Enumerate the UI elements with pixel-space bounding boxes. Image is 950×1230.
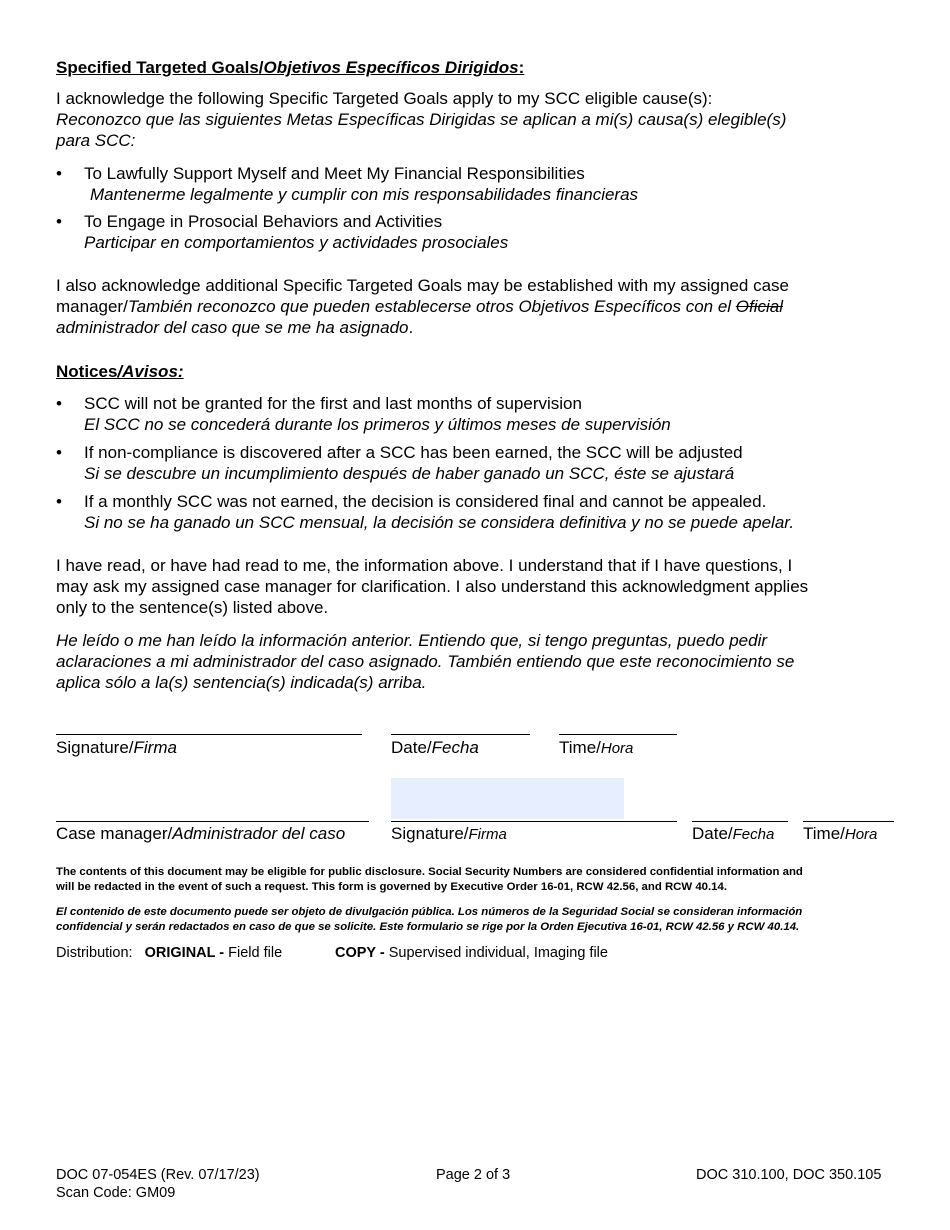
- goals-additional-line2-es: También reconozco que pueden establecerse otros Objetivos Específicos con el: [127, 297, 736, 316]
- goals-additional-line1: I also acknowledge additional Specific Targeted Goals may be established with my assigned case: [56, 276, 789, 295]
- footer-page: Page 2 of 3: [436, 1167, 511, 1183]
- case-manager-signature-field[interactable]: [391, 778, 624, 819]
- goals-ack-es-line2: para SCC:: [56, 131, 136, 150]
- notice-item-en: • SCC will not be granted for the first and last months of supervision: [84, 394, 582, 413]
- notice-item: [56, 491, 906, 533]
- time-label: [559, 737, 633, 759]
- case-manager-signature-label-es: Firma: [468, 826, 507, 843]
- goal-item-en: • To Lawfully Support Myself and Meet My Financial Responsibilities: [84, 164, 585, 183]
- case-manager-time-line[interactable]: [803, 821, 894, 822]
- case-manager-date-label-es: Fecha: [732, 826, 775, 843]
- case-manager-date-label-en: Date/: [692, 824, 733, 843]
- date-label-es: Fecha: [431, 738, 479, 757]
- goals-heading-sep: /: [258, 58, 264, 77]
- case-manager-time-label: [803, 823, 877, 845]
- case-manager-label: [56, 823, 345, 844]
- statement-es-line3: aplica sólo a la(s) sentencia(s) indicada(s) arriba.: [56, 673, 427, 692]
- case-manager-signature-line[interactable]: [391, 821, 677, 822]
- date-label-en: Date/: [391, 738, 432, 757]
- goals-additional-strike: Oficial: [735, 297, 784, 316]
- notice-item: [56, 393, 906, 435]
- goals-list: [56, 163, 896, 253]
- goals-heading-en: Specified Targeted Goals: [56, 58, 259, 77]
- goals-ack-es-line1: Reconozco que las siguientes Metas Específicas Dirigidas se aplican a mi(s) causa(s) elegible(s): [56, 110, 787, 129]
- goal-item-en: • To Engage in Prosocial Behaviors and Activities: [84, 212, 443, 231]
- case-manager-date-line[interactable]: [692, 821, 788, 822]
- case-manager-signature-label: [391, 823, 507, 845]
- notice-item-es: El SCC no se concederá durante los primeros y últimos meses de supervisión: [84, 415, 671, 434]
- statement-en-line2: may ask my assigned case manager for clarification. I also understand this acknowledgment applies: [56, 577, 809, 596]
- signature-label-en: Signature/: [56, 738, 134, 757]
- date-line[interactable]: [391, 734, 530, 735]
- distribution-original-label: ORIGINAL -: [144, 945, 225, 961]
- distribution-original-value: Field file: [228, 945, 283, 961]
- statement-es-line1: He leído o me han leído la información anterior. Entiendo que, si tengo preguntas, puedo pedir: [56, 631, 768, 650]
- goals-additional-line3-end: .: [408, 318, 414, 337]
- goal-item: [56, 211, 896, 253]
- disclosure-es-line1: El contenido de este documento puede ser objeto de divulgación pública. Los números de la Seguridad Social se consideran información: [56, 906, 803, 918]
- statement-en-line1: I have read, or have had read to me, the information above. I understand that if I have questions, I: [56, 556, 793, 575]
- disclosure-en-line1: The contents of this document may be eligible for public disclosure. Social Security Numbers are considered confidential information and: [56, 866, 803, 878]
- notice-item-es: Si no se ha ganado un SCC mensual, la decisión se considera definitiva y no se puede apelar.: [84, 513, 795, 532]
- statement-en-line3: only to the sentence(s) listed above.: [56, 598, 329, 617]
- footer-scan-code: Scan Code: GM09: [56, 1185, 176, 1201]
- signature-label-es: Firma: [133, 738, 177, 757]
- footer-form-id: DOC 07-054ES (Rev. 07/17/23): [56, 1167, 260, 1183]
- distribution-copy: [335, 944, 608, 962]
- signature-line[interactable]: [56, 734, 362, 735]
- goals-heading: [56, 57, 896, 78]
- notice-item-en: • If non-compliance is discovered after a SCC has been earned, the SCC will be adjusted: [84, 443, 743, 462]
- notices-heading-es: /Avisos: [117, 362, 178, 381]
- notices-heading: [56, 361, 896, 382]
- notice-item: [56, 442, 906, 484]
- notices-heading-colon: :: [177, 362, 184, 381]
- goal-item-es: Mantenerme legalmente y cumplir con mis responsabilidades financieras: [90, 185, 639, 204]
- goals-additional-line3: [56, 317, 906, 338]
- case-manager-signature-label-en: Signature/: [391, 824, 469, 843]
- footer-policies: DOC 310.100, DOC 350.105: [696, 1167, 882, 1183]
- signature-label: [56, 737, 177, 758]
- goals-heading-es: Objetivos Específicos Dirigidos: [263, 58, 519, 77]
- case-manager-date-label: [692, 823, 774, 845]
- notices-heading-en: Notices: [56, 362, 118, 381]
- notice-item-en: • If a monthly SCC was not earned, the decision is considered final and cannot be appealed.: [84, 492, 767, 511]
- case-manager-time-label-en: Time/: [803, 824, 845, 843]
- distribution: [56, 944, 282, 962]
- disclosure-es: [56, 905, 896, 935]
- notices-list: [56, 393, 906, 533]
- case-manager-line[interactable]: [56, 821, 369, 822]
- date-label: [391, 737, 479, 758]
- time-line[interactable]: [559, 734, 677, 735]
- notice-item-es: Si se descubre un incumplimiento después de haber ganado un SCC, éste se ajustará: [84, 464, 735, 483]
- case-manager-label-en: Case manager/: [56, 824, 173, 843]
- statement-es-line2: aclaraciones a mi administrador del caso asignado. También entiendo que este reconocimiento se: [56, 652, 795, 671]
- case-manager-time-label-es: Hora: [844, 826, 878, 843]
- goals-heading-colon: :: [518, 58, 525, 77]
- footer-left: [56, 1166, 260, 1202]
- goal-item-es: Participar en comportamientos y actividades prosociales: [84, 233, 509, 252]
- disclosure-en: [56, 865, 896, 895]
- distribution-copy-label: COPY -: [335, 945, 385, 961]
- distribution-copy-value: Supervised individual, Imaging file: [388, 945, 608, 961]
- case-manager-label-es: Administrador del caso: [172, 824, 346, 843]
- goals-additional-line3-es: administrador del caso que se me ha asignado: [56, 318, 409, 337]
- distribution-label: Distribution:: [56, 945, 133, 961]
- goals-ack-en: I acknowledge the following Specific Targeted Goals apply to my SCC eligible cause(s):: [56, 89, 713, 108]
- disclosure-es-line2: confidencial y serán redactados en caso de que se solicite. Este formulario se rige por la Orden Ejecutiva 16-01, RCW 42.56 y RCW 40.14.: [56, 921, 800, 933]
- goals-additional-line2: [56, 296, 906, 317]
- disclosure-en-line2: will be redacted in the event of such a request. This form is governed by Executive Order 16-01, RCW 42.56, and RCW 40.14.: [56, 881, 727, 893]
- goals-additional-line2-en: manager/: [56, 297, 128, 316]
- time-label-es: Hora: [600, 740, 634, 757]
- time-label-en: Time/: [559, 738, 601, 757]
- goal-item: [56, 163, 896, 205]
